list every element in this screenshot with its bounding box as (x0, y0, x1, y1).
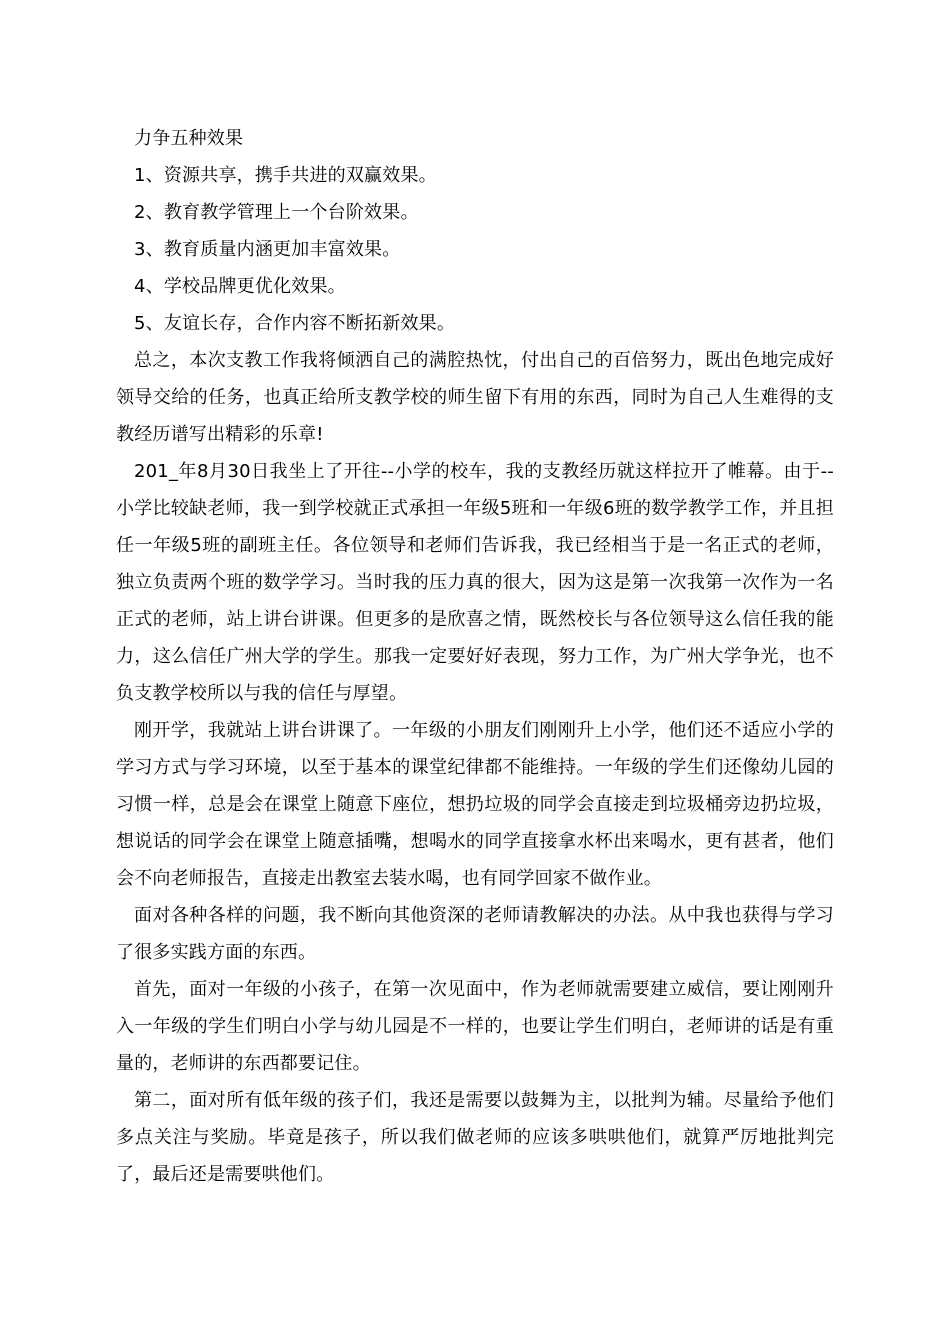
paragraph: 刚开学，我就站上讲台讲课了。一年级的小朋友们刚刚升上小学，他们还不适应小学的学习方式与学习环境，以至于基本的课堂纪律都不能维持。一年级的学生们还像幼儿园的习惯一样，总是会在课堂上随意下座位，想扔垃圾的同学会直接走到垃圾桶旁边扔垃圾，想说话的同学会在课堂上随意插嘴，想喝水的同学直接拿水杯出来喝水，更有甚者，他们会不向老师报告，直接走出教室去装水喝，也有同学回家不做作业。 (116, 720, 834, 889)
paragraph: 首先，面对一年级的小孩子，在第一次见面中，作为老师就需要建立威信，要让刚刚升入一年级的学生们明白小学与幼儿园是不一样的，也要让学生们明白，老师讲的话是有重量的，老师讲的东西都要记住。 (116, 979, 834, 1074)
list-item: 3、教育质量内涵更加丰富效果。 (134, 239, 401, 260)
list-item: 4、学校品牌更优化效果。 (134, 276, 346, 297)
section-heading: 力争五种效果 (134, 128, 244, 149)
document-body (116, 120, 834, 1193)
list-item: 1、资源共享，携手共进的双赢效果。 (134, 165, 437, 186)
paragraph: 第二，面对所有低年级的孩子们，我还是需要以鼓舞为主，以批判为辅。尽量给予他们多点关注与奖励。毕竟是孩子，所以我们做老师的应该多哄哄他们，就算严厉地批判完了，最后还是需要哄他们。 (116, 1090, 834, 1185)
paragraph: 201_年8月30日我坐上了开往--小学的校车，我的支教经历就这样拉开了帷幕。由于--小学比较缺老师，我一到学校就正式承担一年级5班和一年级6班的数学教学工作，并且担任一年级5班的副班主任。各位领导和老师们告诉我，我已经相当于是一名正式的老师，独立负责两个班的数学学习。当时我的压力真的很大，因为这是第一次我第一次作为一名正式的老师，站上讲台讲课。但更多的是欣喜之情，既然校长与各位领导这么信任我的能力，这么信任广州大学的学生。那我一定要好好表现，努力工作，为广州大学争光，也不负支教学校所以与我的信任与厚望。 (116, 461, 834, 704)
list-item: 5、友谊长存，合作内容不断拓新效果。 (134, 313, 456, 334)
list-item: 2、教育教学管理上一个台阶效果。 (134, 202, 419, 223)
paragraph: 面对各种各样的问题，我不断向其他资深的老师请教解决的办法。从中我也获得与学习了很多实践方面的东西。 (116, 905, 834, 963)
paragraph: 总之，本次支教工作我将倾洒自己的满腔热忱，付出自己的百倍努力，既出色地完成好领导交给的任务，也真正给所支教学校的师生留下有用的东西，同时为自己人生难得的支教经历谱写出精彩的乐章! (116, 350, 834, 445)
